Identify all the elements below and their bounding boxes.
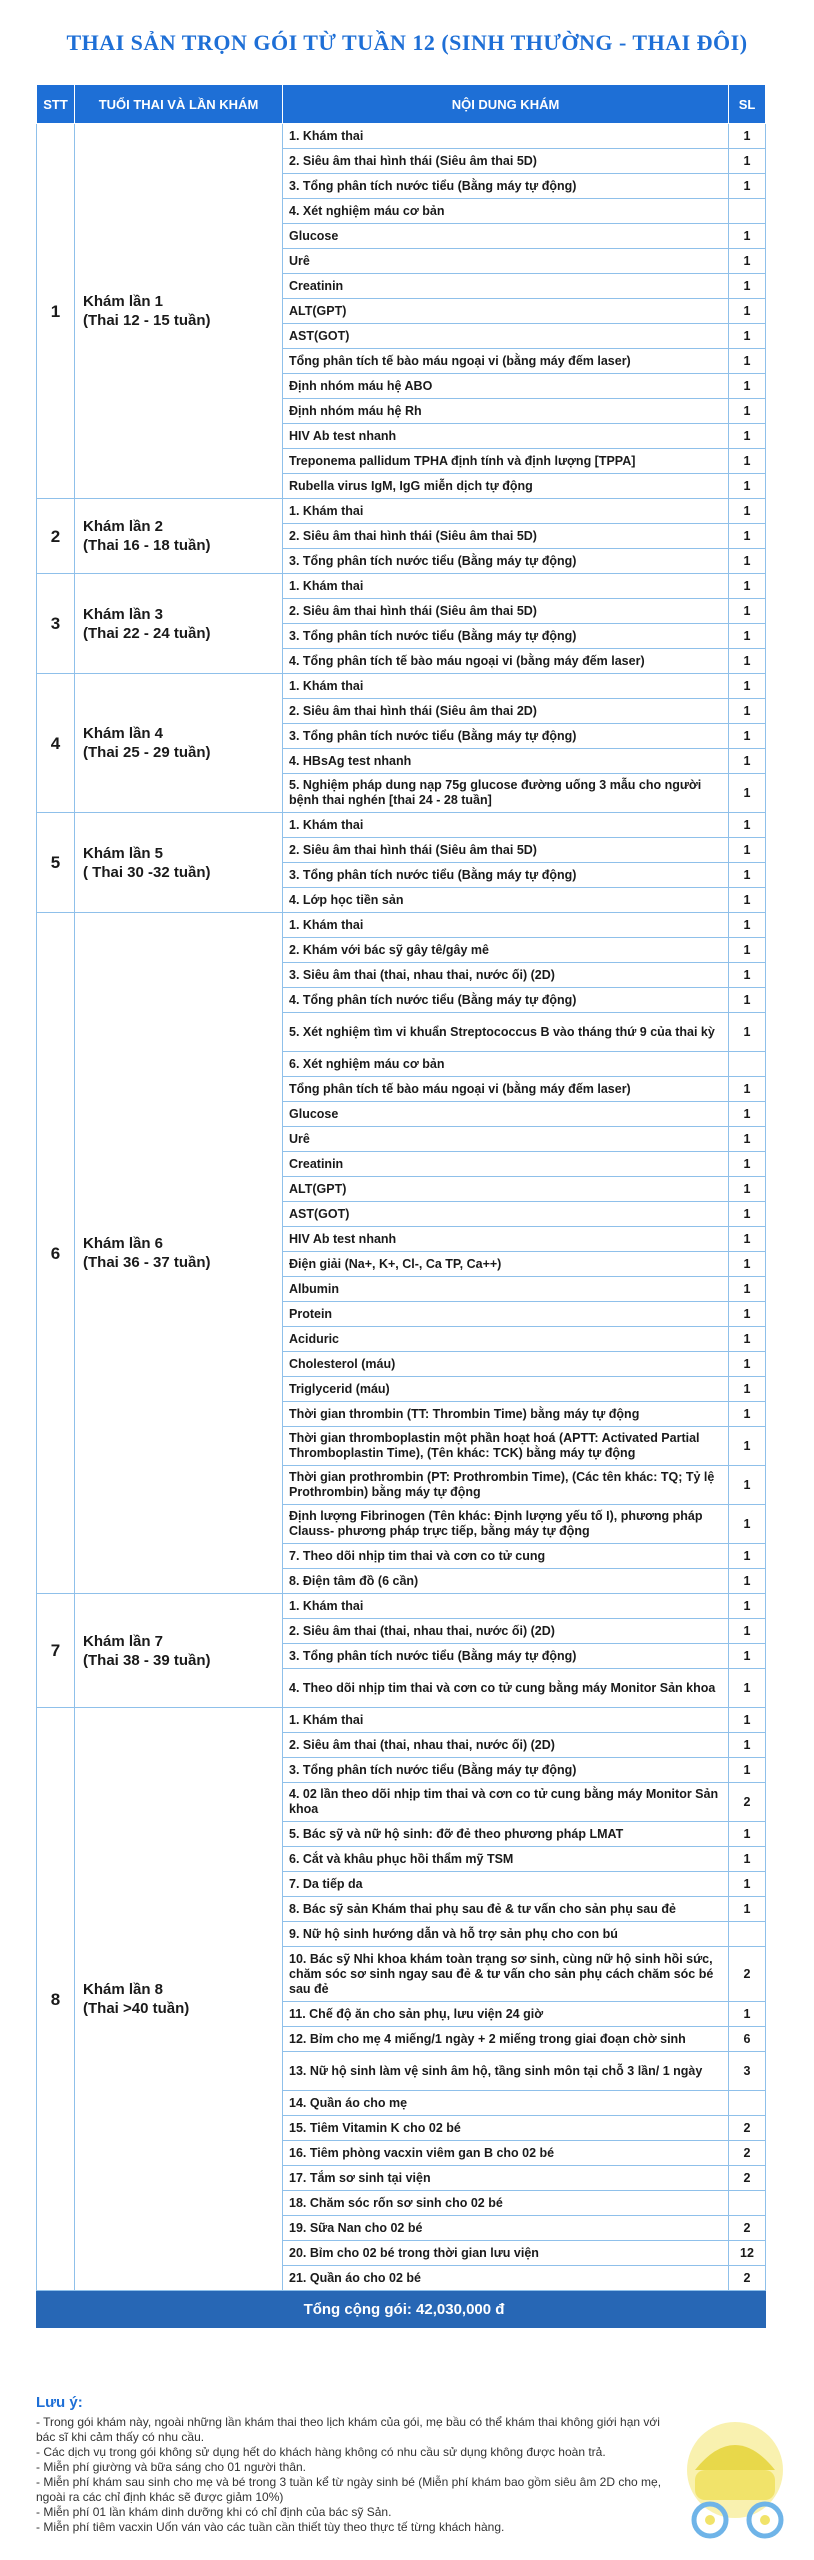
visit-weeks: (Thai 22 - 24 tuần) (83, 624, 211, 642)
exam-item: 8. Điện tâm đồ (6 cần) (283, 1569, 729, 1594)
exam-quantity: 1 (729, 499, 766, 524)
table-header (37, 85, 766, 124)
exam-quantity: 1 (729, 774, 766, 813)
exam-quantity: 1 (729, 863, 766, 888)
exam-quantity: 1 (729, 149, 766, 174)
exam-item: Thời gian prothrombin (PT: Prothrombin Time), (Các tên khác: TQ; Tỷ lệ Prothrombin) bằng máy tự động (283, 1466, 729, 1505)
exam-item: Định lượng Fibrinogen (Tên khác: Định lượng yếu tố I), phương pháp Clauss- phương pháp trực tiếp, bằng máy tự động (283, 1505, 729, 1544)
package-table (36, 84, 765, 2328)
exam-item: ALT(GPT) (283, 299, 729, 324)
exam-item: 2. Siêu âm thai hình thái (Siêu âm thai 5D) (283, 599, 729, 624)
total-row (37, 2291, 766, 2328)
exam-quantity: 1 (729, 1277, 766, 1302)
exam-item: Tổng phân tích tế bào máu ngoại vi (bằng máy đếm laser) (283, 349, 729, 374)
exam-quantity: 1 (729, 1847, 766, 1872)
exam-item: 1. Khám thai (283, 499, 729, 524)
exam-item: 3. Tổng phân tích nước tiểu (Bằng máy tự động) (283, 549, 729, 574)
exam-item: Creatinin (283, 1152, 729, 1177)
exam-quantity: 1 (729, 1822, 766, 1847)
exam-quantity: 1 (729, 674, 766, 699)
exam-quantity: 2 (729, 2116, 766, 2141)
exam-quantity: 1 (729, 813, 766, 838)
visit-weeks: (Thai 12 - 15 tuần) (83, 312, 211, 329)
exam-quantity: 1 (729, 1177, 766, 1202)
visit-weeks: (Thai 36 - 37 tuần) (83, 1254, 211, 1271)
exam-item: 17. Tắm sơ sinh tại viện (283, 2166, 729, 2191)
exam-quantity: 1 (729, 1152, 766, 1177)
exam-item: Điện giải (Na+, K+, Cl-, Ca TP, Ca++) (283, 1252, 729, 1277)
exam-item: 3. Siêu âm thai (thai, nhau thai, nước ối) (2D) (283, 963, 729, 988)
exam-item: 2. Siêu âm thai (thai, nhau thai, nước ối) (2D) (283, 1619, 729, 1644)
exam-item: 1. Khám thai (283, 674, 729, 699)
visit-name: Khám lần 2 (83, 518, 164, 535)
table-row (37, 1594, 766, 1619)
note-line: - Các dịch vụ trong gói không sử dụng hết do khách hàng không có nhu cầu sử dụng không được hoàn trả. (36, 2445, 606, 2459)
exam-item: 12. Bỉm cho mẹ 4 miếng/1 ngày + 2 miếng trong giai đoạn chờ sinh (283, 2027, 729, 2052)
exam-item: 4. 02 lần theo dõi nhịp tim thai và cơn co tử cung bằng máy Monitor Sản khoa (283, 1783, 729, 1822)
exam-quantity: 1 (729, 963, 766, 988)
exam-quantity: 1 (729, 1544, 766, 1569)
visit-weeks: (Thai >40 tuần) (83, 2000, 190, 2017)
header-stt: STT (37, 85, 75, 124)
exam-quantity: 1 (729, 1897, 766, 1922)
notes-section (36, 2394, 676, 2535)
visit-number: 5 (37, 813, 75, 913)
exam-item: Triglycerid (máu) (283, 1377, 729, 1402)
exam-quantity: 1 (729, 299, 766, 324)
exam-item: 16. Tiêm phòng vacxin viêm gan B cho 02 bé (283, 2141, 729, 2166)
visit-cell (75, 1594, 283, 1708)
visit-cell (75, 674, 283, 813)
exam-quantity (729, 1052, 766, 1077)
exam-quantity: 1 (729, 1252, 766, 1277)
visit-cell (75, 124, 283, 499)
exam-quantity: 1 (729, 524, 766, 549)
exam-quantity: 2 (729, 2266, 766, 2291)
visit-number: 8 (37, 1708, 75, 2291)
table-row (37, 674, 766, 699)
exam-item: 18. Chăm sóc rốn sơ sinh cho 02 bé (283, 2191, 729, 2216)
exam-item: 10. Bác sỹ Nhi khoa khám toàn trạng sơ sinh, cùng nữ hộ sinh hồi sức, chăm sóc sơ sinh ngay sau đẻ & tư vấn cho sản phụ cách chăm sóc bé sau đẻ (283, 1947, 729, 2002)
table-row (37, 124, 766, 149)
exam-quantity: 1 (729, 749, 766, 774)
exam-quantity: 1 (729, 1427, 766, 1466)
exam-item: 6. Xét nghiệm máu cơ bản (283, 1052, 729, 1077)
exam-item: AST(GOT) (283, 1202, 729, 1227)
exam-quantity: 1 (729, 1127, 766, 1152)
header-content: NỘI DUNG KHÁM (283, 85, 729, 124)
exam-item: 21. Quần áo cho 02 bé (283, 2266, 729, 2291)
table-row (37, 1708, 766, 1733)
exam-item: 7. Da tiếp da (283, 1872, 729, 1897)
exam-quantity: 1 (729, 1644, 766, 1669)
total-price: Tổng cộng gói: 42,030,000 đ (37, 2291, 766, 2328)
exam-quantity: 1 (729, 1466, 766, 1505)
exam-quantity: 1 (729, 1013, 766, 1052)
exam-quantity: 1 (729, 549, 766, 574)
exam-quantity: 1 (729, 1594, 766, 1619)
exam-item: 3. Tổng phân tích nước tiểu (Bằng máy tự động) (283, 174, 729, 199)
exam-item: 8. Bác sỹ sản Khám thai phụ sau đẻ & tư vấn cho sản phụ sau đẻ (283, 1897, 729, 1922)
exam-quantity: 1 (729, 1872, 766, 1897)
exam-quantity: 1 (729, 938, 766, 963)
note-line: - Miễn phí giường và bữa sáng cho 01 người thân. (36, 2460, 306, 2474)
exam-item: 1. Khám thai (283, 813, 729, 838)
notes-title: Lưu ý: (36, 2394, 83, 2411)
exam-quantity: 1 (729, 399, 766, 424)
exam-item: Urê (283, 1127, 729, 1152)
exam-quantity: 2 (729, 1947, 766, 2002)
exam-item: Cholesterol (máu) (283, 1352, 729, 1377)
exam-quantity (729, 2191, 766, 2216)
exam-quantity: 1 (729, 274, 766, 299)
exam-item: 4. Xét nghiệm máu cơ bản (283, 199, 729, 224)
visit-cell (75, 499, 283, 574)
exam-item: 2. Siêu âm thai hình thái (Siêu âm thai 5D) (283, 149, 729, 174)
exam-quantity: 1 (729, 474, 766, 499)
exam-item: 20. Bỉm cho 02 bé trong thời gian lưu viện (283, 2241, 729, 2266)
exam-quantity (729, 199, 766, 224)
exam-quantity: 1 (729, 1077, 766, 1102)
exam-quantity: 1 (729, 1402, 766, 1427)
exam-quantity: 1 (729, 124, 766, 149)
exam-item: 14. Quần áo cho mẹ (283, 2091, 729, 2116)
exam-item: AST(GOT) (283, 324, 729, 349)
exam-item: 2. Siêu âm thai hình thái (Siêu âm thai 5D) (283, 524, 729, 549)
exam-item: 4. Theo dõi nhịp tim thai và cơn co tử cung bằng máy Monitor Sản khoa (283, 1669, 729, 1708)
exam-quantity: 1 (729, 838, 766, 863)
exam-item: 2. Siêu âm thai (thai, nhau thai, nước ối) (2D) (283, 1733, 729, 1758)
header-sl: SL (729, 85, 766, 124)
exam-item: 6. Cắt và khâu phục hồi thẩm mỹ TSM (283, 1847, 729, 1872)
exam-quantity: 1 (729, 1302, 766, 1327)
exam-item: 1. Khám thai (283, 1594, 729, 1619)
exam-quantity: 1 (729, 1352, 766, 1377)
exam-item: 4. HBsAg test nhanh (283, 749, 729, 774)
exam-item: Thời gian thrombin (TT: Thrombin Time) bằng máy tự động (283, 1402, 729, 1427)
exam-quantity: 1 (729, 224, 766, 249)
exam-item: Tổng phân tích tế bào máu ngoại vi (bằng máy đếm laser) (283, 1077, 729, 1102)
exam-quantity: 2 (729, 2216, 766, 2241)
page-title: THAI SẢN TRỌN GÓI TỪ TUẦN 12 (SINH THƯỜNG - THAI ĐÔI) (66, 30, 748, 55)
visit-cell (75, 813, 283, 913)
visit-cell (75, 913, 283, 1594)
visit-number: 4 (37, 674, 75, 813)
exam-item: 13. Nữ hộ sinh làm vệ sinh âm hộ, tầng sinh môn tại chỗ 3 lần/ 1 ngày (283, 2052, 729, 2091)
exam-quantity: 1 (729, 1669, 766, 1708)
exam-item: 4. Tổng phân tích nước tiểu (Bằng máy tự động) (283, 988, 729, 1013)
exam-item: 3. Tổng phân tích nước tiểu (Bằng máy tự động) (283, 1758, 729, 1783)
exam-item: 1. Khám thai (283, 913, 729, 938)
exam-quantity: 1 (729, 249, 766, 274)
exam-item: 1. Khám thai (283, 1708, 729, 1733)
visit-name: Khám lần 4 (83, 725, 164, 742)
exam-quantity: 1 (729, 374, 766, 399)
table-row (37, 574, 766, 599)
exam-quantity: 6 (729, 2027, 766, 2052)
table-row (37, 813, 766, 838)
exam-item: Treponema pallidum TPHA định tính và định lượng [TPPA] (283, 449, 729, 474)
exam-item: Aciduric (283, 1327, 729, 1352)
exam-item: HIV Ab test nhanh (283, 424, 729, 449)
visit-name: Khám lần 6 (83, 1235, 164, 1252)
visit-number: 3 (37, 574, 75, 674)
exam-quantity: 1 (729, 988, 766, 1013)
exam-quantity: 1 (729, 913, 766, 938)
exam-item: Rubella virus IgM, IgG miễn dịch tự động (283, 474, 729, 499)
exam-item: 2. Siêu âm thai hình thái (Siêu âm thai 2D) (283, 699, 729, 724)
exam-quantity: 1 (729, 574, 766, 599)
exam-item: 2. Siêu âm thai hình thái (Siêu âm thai 5D) (283, 838, 729, 863)
exam-quantity: 1 (729, 449, 766, 474)
exam-item: Albumin (283, 1277, 729, 1302)
exam-quantity: 2 (729, 1783, 766, 1822)
exam-quantity (729, 1922, 766, 1947)
exam-quantity: 1 (729, 1227, 766, 1252)
exam-quantity: 1 (729, 624, 766, 649)
exam-item: 5. Xét nghiệm tìm vi khuẩn Streptococcus B vào tháng thứ 9 của thai kỳ (283, 1013, 729, 1052)
exam-item: 9. Nữ hộ sinh hướng dẫn và hỗ trợ sản phụ cho con bú (283, 1922, 729, 1947)
visit-cell (75, 1708, 283, 2291)
exam-item: Protein (283, 1302, 729, 1327)
note-line: - Trong gói khám này, ngoài những lần khám thai theo lịch khám của gói, mẹ bầu có thể khám thai không giới hạn với bác sĩ khi cảm thấy có nhu cầu. (36, 2415, 660, 2444)
exam-quantity: 1 (729, 699, 766, 724)
exam-quantity: 1 (729, 324, 766, 349)
exam-quantity: 1 (729, 1758, 766, 1783)
header-visit: TUỔI THAI VÀ LẦN KHÁM (75, 85, 283, 124)
exam-quantity: 2 (729, 2141, 766, 2166)
exam-item: 3. Tổng phân tích nước tiểu (Bằng máy tự động) (283, 1644, 729, 1669)
visit-name: Khám lần 7 (83, 1632, 164, 1650)
exam-quantity: 1 (729, 599, 766, 624)
baby-stroller-illustration (665, 2400, 805, 2560)
exam-quantity: 1 (729, 1708, 766, 1733)
visit-name: Khám lần 1 (83, 293, 164, 310)
exam-item: Thời gian thromboplastin một phần hoạt hoá (APTT: Activated Partial Thromboplastin Time), (Tên khác: TCK) bằng máy tự động (283, 1427, 729, 1466)
visit-cell (75, 574, 283, 674)
exam-quantity: 1 (729, 1102, 766, 1127)
exam-item: Creatinin (283, 274, 729, 299)
visit-number: 2 (37, 499, 75, 574)
visit-name: Khám lần 3 (83, 605, 164, 623)
exam-item: ALT(GPT) (283, 1177, 729, 1202)
exam-quantity: 1 (729, 888, 766, 913)
exam-item: HIV Ab test nhanh (283, 1227, 729, 1252)
visit-weeks: ( Thai 30 -32 tuần) (83, 863, 211, 881)
exam-item: 3. Tổng phân tích nước tiểu (Bằng máy tự động) (283, 624, 729, 649)
exam-quantity: 1 (729, 349, 766, 374)
exam-quantity: 2 (729, 2166, 766, 2191)
exam-quantity (729, 2091, 766, 2116)
visit-weeks: (Thai 38 - 39 tuần) (83, 1651, 211, 1669)
exam-item: 7. Theo dõi nhịp tim thai và cơn co tử cung (283, 1544, 729, 1569)
exam-quantity: 1 (729, 1505, 766, 1544)
table-row (37, 913, 766, 938)
exam-item: 2. Khám với bác sỹ gây tê/gây mê (283, 938, 729, 963)
exam-item: Urê (283, 249, 729, 274)
table-row (37, 499, 766, 524)
exam-item: 3. Tổng phân tích nước tiểu (Bằng máy tự động) (283, 724, 729, 749)
visit-number: 1 (37, 124, 75, 499)
visit-weeks: (Thai 16 - 18 tuần) (83, 537, 211, 554)
note-line: - Miễn phí tiêm vacxin Uốn ván vào các tuần cần thiết tùy theo thực tế từng khách hàng. (36, 2520, 505, 2534)
exam-quantity: 1 (729, 1377, 766, 1402)
exam-quantity: 12 (729, 2241, 766, 2266)
exam-quantity: 1 (729, 1327, 766, 1352)
visit-name: Khám lần 5 (83, 844, 164, 862)
exam-quantity: 1 (729, 174, 766, 199)
note-line: - Miễn phí 01 lần khám dinh dưỡng khi có chỉ định của bác sỹ Sản. (36, 2505, 392, 2519)
visit-number: 6 (37, 913, 75, 1594)
exam-quantity: 1 (729, 1202, 766, 1227)
exam-item: 1. Khám thai (283, 574, 729, 599)
exam-item: 15. Tiêm Vitamin K cho 02 bé (283, 2116, 729, 2141)
exam-item: 4. Tổng phân tích tế bào máu ngoại vi (bằng máy đếm laser) (283, 649, 729, 674)
exam-item: 4. Lớp học tiền sản (283, 888, 729, 913)
exam-quantity: 3 (729, 2052, 766, 2091)
exam-item: 3. Tổng phân tích nước tiểu (Bằng máy tự động) (283, 863, 729, 888)
exam-item: 11. Chế độ ăn cho sản phụ, lưu viện 24 giờ (283, 2002, 729, 2027)
exam-item: 5. Bác sỹ và nữ hộ sinh: đỡ đẻ theo phương pháp LMAT (283, 1822, 729, 1847)
visit-number: 7 (37, 1594, 75, 1708)
exam-item: Glucose (283, 1102, 729, 1127)
exam-item: 5. Nghiệm pháp dung nạp 75g glucose đường uống 3 mẫu cho người bệnh thai nghén [thai 24 - 28 tuần] (283, 774, 729, 813)
exam-quantity: 1 (729, 649, 766, 674)
note-line: - Miễn phí khám sau sinh cho mẹ và bé trong 3 tuần kể từ ngày sinh bé (Miễn phí khám bao gồm siêu âm 2D cho mẹ, ngoài ra các chỉ định khác sẽ được giảm 10%) (36, 2475, 662, 2504)
visit-name: Khám lần 8 (83, 1981, 164, 1998)
exam-quantity: 1 (729, 2002, 766, 2027)
exam-quantity: 1 (729, 1569, 766, 1594)
exam-quantity: 1 (729, 1733, 766, 1758)
visit-weeks: (Thai 25 - 29 tuần) (83, 744, 211, 761)
exam-quantity: 1 (729, 1619, 766, 1644)
exam-quantity: 1 (729, 424, 766, 449)
exam-item: Glucose (283, 224, 729, 249)
exam-item: Định nhóm máu hệ ABO (283, 374, 729, 399)
exam-item: 1. Khám thai (283, 124, 729, 149)
exam-item: Định nhóm máu hệ Rh (283, 399, 729, 424)
exam-item: 19. Sữa Nan cho 02 bé (283, 2216, 729, 2241)
exam-quantity: 1 (729, 724, 766, 749)
